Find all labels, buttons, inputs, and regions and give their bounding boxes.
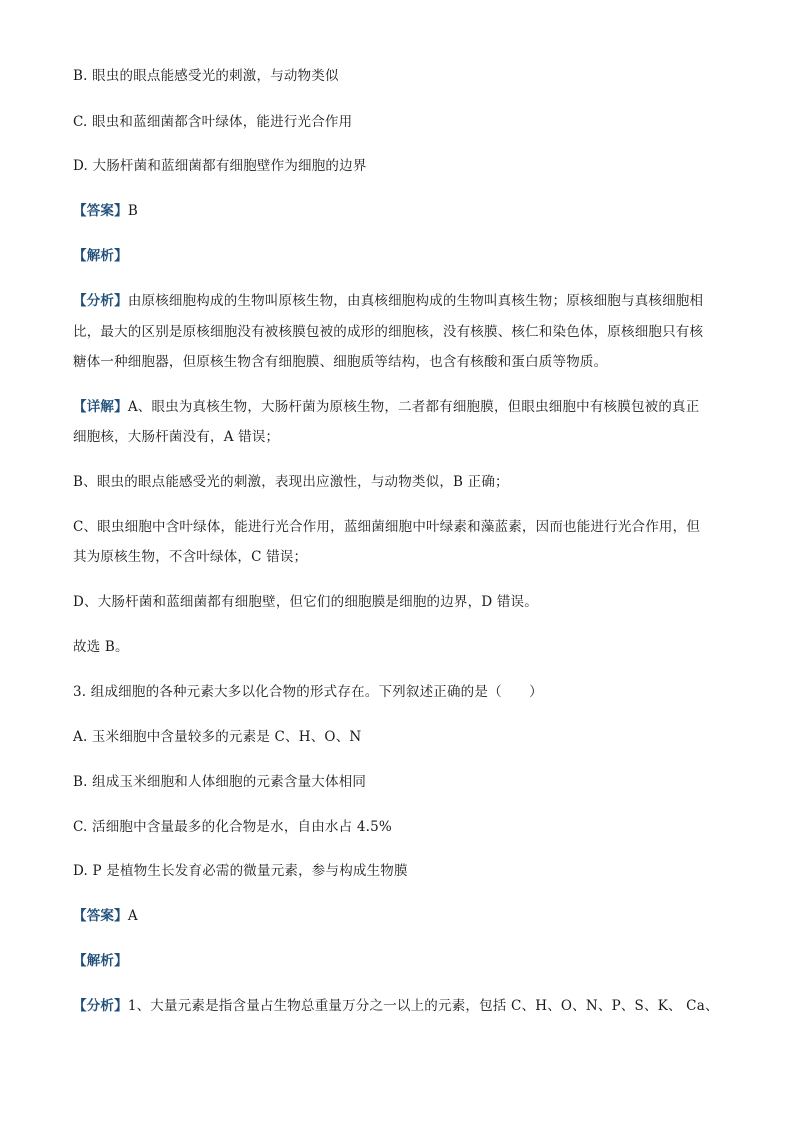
q2-xiangjie-line-1 [73, 397, 734, 417]
xiangjie-tag: 【详解】 [73, 399, 128, 415]
answer-value: A [127, 908, 138, 924]
q3-fenxi-line-1 [73, 996, 734, 1016]
q2-xiangjie-line-2: 细胞核，大肠杆菌没有，A 错误； [73, 429, 280, 445]
q3-option-b: B. 组成玉米细胞和人体细胞的元素含量大体相同 [73, 774, 367, 790]
q2-option-b: B. 眼虫的眼点能感受光的刺激，与动物类似 [73, 68, 339, 84]
q3-answer [73, 906, 734, 926]
q2-option-c: C. 眼虫和蓝细菌都含叶绿体，能进行光合作用 [73, 114, 353, 130]
q2-fenxi-line-1 [73, 291, 734, 311]
answer-value: B [127, 203, 138, 219]
fenxi-text-1: 1、大量元素是指含量占生物总重量万分之一以上的元素，包括 C、H、O、N、P、S、K、 Ca、 [127, 998, 719, 1014]
q2-fenxi-line-3: 糖体一种细胞器，但原核生物含有细胞膜、细胞质等结构，也含有核酸和蛋白质等物质。 [73, 354, 608, 370]
q3-option-a: A. 玉米细胞中含量较多的元素是 C、H、O、N [73, 729, 362, 745]
q2-xiangjie-d: D、大肠杆菌和蓝细菌都有细胞壁，但它们的细胞膜是细胞的边界，D 错误。 [73, 594, 538, 610]
q3-option-d: D. P 是植物生长发育必需的微量元素，参与构成生物膜 [73, 863, 408, 879]
analysis-tag: 【解析】 [73, 953, 128, 969]
q2-option-d: D. 大肠杆菌和蓝细菌都有细胞壁作为细胞的边界 [73, 158, 367, 174]
q2-xiangjie-c-line-2: 其为原核生物，不含叶绿体，C 错误； [73, 549, 308, 565]
q2-xiangjie-b: B、眼虫的眼点能感受光的刺激，表现出应激性，与动物类似，B 正确； [73, 474, 509, 490]
answer-tag: 【答案】 [73, 908, 128, 924]
q3-stem: 3. 组成细胞的各种元素大多以化合物的形式存在。下列叙述正确的是（ ） [73, 684, 543, 700]
answer-tag: 【答案】 [73, 203, 128, 219]
q2-xiangjie-c-line-1: C、眼虫细胞中含叶绿体，能进行光合作用，蓝细菌细胞中叶绿素和藻蓝素，因而也能进行光合作用，但 [73, 519, 701, 535]
q2-answer [73, 201, 734, 221]
q2-analysis-heading [73, 246, 734, 266]
q3-option-c: C. 活细胞中含量最多的化合物是水，自由水占 4.5% [73, 819, 392, 835]
fenxi-tag: 【分析】 [73, 998, 128, 1014]
analysis-tag: 【解析】 [73, 248, 128, 264]
fenxi-text-1: 由原核细胞构成的生物叫原核生物，由真核细胞构成的生物叫真核生物；原核细胞与真核细胞相 [127, 293, 704, 309]
q2-fenxi-line-2: 比，最大的区别是原核细胞没有被核膜包被的成形的细胞核，没有核膜、核仁和染色体，原核细胞只有核 [73, 324, 704, 340]
fenxi-tag: 【分析】 [73, 293, 128, 309]
xiangjie-text-1: A、眼虫为真核生物，大肠杆菌为原核生物，二者都有细胞膜，但眼虫细胞中有核膜包被的真正 [127, 399, 700, 415]
q3-analysis-heading [73, 951, 734, 971]
q2-conclusion: 故选 B。 [73, 639, 129, 655]
